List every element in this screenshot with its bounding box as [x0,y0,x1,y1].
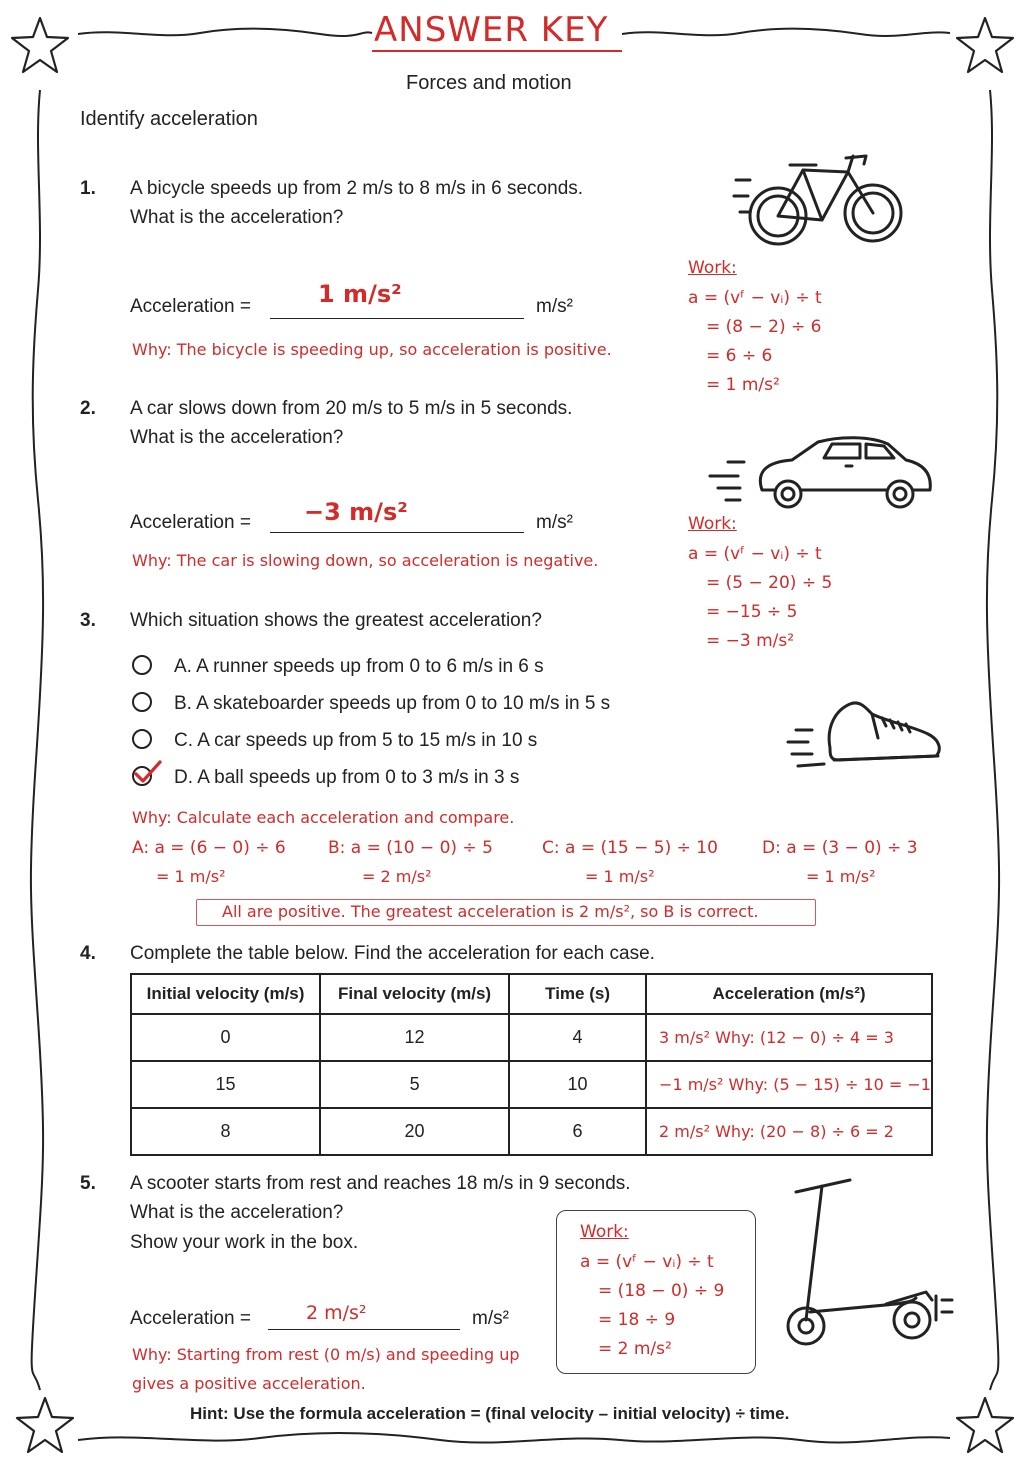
option-d-label: D. A ball speeds up from 0 to 3 m/s in 3 s [174,767,520,788]
answer-label: Acceleration = [130,1308,251,1329]
question-text: What is the acceleration? [130,1202,344,1223]
acceleration-answer-cell: −1 m/s² Why: (5 − 15) ÷ 10 = −1 [646,1061,932,1108]
answer-key-title: ANSWER KEY [374,10,609,50]
answer-label: Acceleration = [130,512,251,533]
option-b-label: B. A skateboarder speeds up from 0 to 10 m/s in 5 s [174,693,611,714]
calc-d-line2: = 1 m/s² [806,867,876,886]
star-icon [957,1398,1013,1452]
question-text: A bicycle speeds up from 2 m/s to 8 m/s in 6 seconds. [130,178,584,199]
work-step: = (5 − 20) ÷ 5 [706,573,833,593]
star-icon [12,18,68,72]
work-title: Work: [688,258,737,278]
question-text: Which situation shows the greatest acceleration? [130,610,542,631]
question-number: 4. [80,943,96,964]
answer-value: 2 m/s² [306,1302,367,1324]
question-text: A scooter starts from rest and reaches 18 m/s in 9 seconds. [130,1173,631,1194]
initial-velocity-cell: 15 [131,1061,320,1108]
answer-line [270,318,524,319]
option-b-radio[interactable] [132,692,152,712]
calc-c-line2: = 1 m/s² [585,867,655,886]
work-step: = −15 ÷ 5 [706,602,798,622]
question-text: What is the acceleration? [130,207,344,228]
column-header: Final velocity (m/s) [320,974,509,1014]
initial-velocity-cell: 0 [131,1014,320,1061]
why-explanation: Why: The car is slowing down, so acceleration is negative. [132,551,599,570]
table-row [131,1061,932,1108]
work-step: = 18 ÷ 9 [598,1310,676,1330]
summary-text: All are positive. The greatest acceleration is 2 m/s², so B is correct. [222,902,759,921]
question-text: Complete the table below. Find the acceleration for each case. [130,943,655,964]
final-velocity-cell: 12 [320,1014,509,1061]
answer-key-underline [372,50,622,52]
work-title: Work: [580,1222,629,1242]
star-icon [957,18,1013,72]
question-number: 3. [80,610,96,631]
work-step: = 1 m/s² [706,375,780,395]
page-subtitle: Forces and motion [406,72,572,94]
acceleration-table [130,973,933,1156]
work-step: a = (vᶠ − vᵢ) ÷ t [688,544,822,564]
question-number: 5. [80,1173,96,1194]
work-step: = −3 m/s² [706,631,795,651]
why-explanation: Why: Calculate each acceleration and compare. [132,808,515,827]
time-cell: 6 [509,1108,646,1155]
time-cell: 10 [509,1061,646,1108]
acceleration-answer-cell: 2 m/s² Why: (20 − 8) ÷ 6 = 2 [646,1108,932,1155]
option-c-label: C. A car speeds up from 5 to 15 m/s in 10 s [174,730,538,751]
acceleration-answer-cell: 3 m/s² Why: (12 − 0) ÷ 4 = 3 [646,1014,932,1061]
option-a-label: A. A runner speeds up from 0 to 6 m/s in 6 s [174,656,544,677]
scooter-icon [776,1172,956,1354]
option-c-radio[interactable] [132,729,152,749]
why-explanation: gives a positive acceleration. [132,1374,366,1393]
answer-unit: m/s² [536,296,573,317]
why-explanation: Why: The bicycle is speeding up, so acceleration is positive. [132,340,612,359]
calc-c-line1: C: a = (15 − 5) ÷ 10 [542,838,718,858]
answer-value: 1 m/s² [318,280,402,308]
column-header: Initial velocity (m/s) [131,974,320,1014]
question-text: A car slows down from 20 m/s to 5 m/s in 5 seconds. [130,398,573,419]
sneaker-icon [778,690,948,780]
question-number: 2. [80,398,96,419]
section-heading: Identify acceleration [80,108,258,130]
work-step: a = (vᶠ − vᵢ) ÷ t [580,1252,714,1272]
calc-a-line1: A: a = (6 − 0) ÷ 6 [132,838,286,858]
table-header-row [131,974,932,1014]
final-velocity-cell: 20 [320,1108,509,1155]
calc-b-line2: = 2 m/s² [362,867,432,886]
work-step: = (18 − 0) ÷ 9 [598,1281,725,1301]
answer-unit: m/s² [536,512,573,533]
calc-a-line2: = 1 m/s² [156,867,226,886]
work-step: = 6 ÷ 6 [706,346,773,366]
work-title: Work: [688,514,737,534]
answer-unit: m/s² [472,1308,509,1329]
table-row [131,1014,932,1061]
work-step: a = (vᶠ − vᵢ) ÷ t [688,288,822,308]
final-velocity-cell: 5 [320,1061,509,1108]
checkmark-icon [128,758,164,788]
column-header: Time (s) [509,974,646,1014]
answer-value: −3 m/s² [304,498,408,526]
work-step: = (8 − 2) ÷ 6 [706,317,822,337]
column-header: Acceleration (m/s²) [646,974,932,1014]
question-text: What is the acceleration? [130,427,344,448]
initial-velocity-cell: 8 [131,1108,320,1155]
why-explanation: Why: Starting from rest (0 m/s) and speeding up [132,1345,520,1364]
bicycle-icon [728,150,913,250]
answer-line [270,532,524,533]
question-number: 1. [80,178,96,199]
work-step: = 2 m/s² [598,1339,672,1359]
answer-label: Acceleration = [130,296,251,317]
star-icon [17,1398,73,1452]
calc-b-line1: B: a = (10 − 0) ÷ 5 [328,838,493,858]
car-icon [700,432,940,512]
hint-text: Hint: Use the formula acceleration = (final velocity – initial velocity) ÷ time. [190,1404,790,1423]
question-text: Show your work in the box. [130,1232,359,1253]
calc-d-line1: D: a = (3 − 0) ÷ 3 [762,838,918,858]
answer-line [268,1329,460,1330]
time-cell: 4 [509,1014,646,1061]
option-a-radio[interactable] [132,655,152,675]
table-row [131,1108,932,1155]
